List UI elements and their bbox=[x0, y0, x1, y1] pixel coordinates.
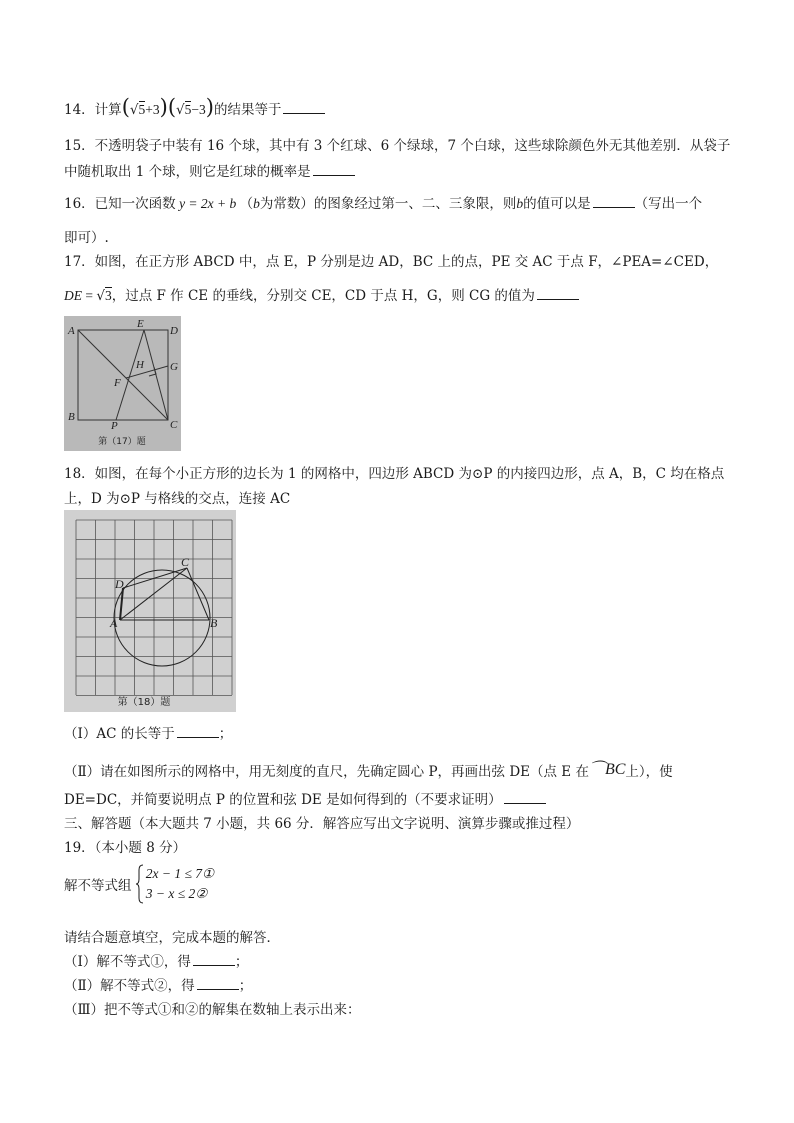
figure-17 bbox=[64, 316, 181, 451]
question-19-prompt: 请结合题意填空，完成本题的解答． bbox=[64, 930, 280, 946]
label-b-18: B bbox=[210, 616, 218, 630]
inequality-1: 2x − 1 ≤ 7① bbox=[145, 866, 215, 881]
question-18-part-2-line-1: （Ⅱ）请在如图所示的网格中，用无刻度的直尺，先确定圆心 P，再画出弦 DE（点 E 在⌒BC上），使 bbox=[64, 761, 673, 780]
question-19-title: 19．（本小题 8 分） bbox=[64, 840, 187, 856]
question-16-line-2: 即可）. bbox=[64, 230, 109, 246]
answer-blank-18-2[interactable] bbox=[504, 791, 546, 804]
label-a: A bbox=[68, 325, 75, 337]
label-h: H bbox=[136, 359, 144, 371]
expr-17: DE bbox=[64, 288, 82, 303]
answer-blank-19-1[interactable] bbox=[193, 953, 235, 966]
answer-blank-17[interactable] bbox=[537, 287, 579, 300]
inequality-2: 3 − x ≤ 2② bbox=[145, 886, 208, 901]
question-19-step-3: （Ⅲ）把不等式①和②的解集在数轴上表示出来： bbox=[64, 1002, 361, 1018]
question-15-line-2: 中随机取出 1 个球，则它是红球的概率是 bbox=[64, 160, 355, 180]
inequality-system bbox=[136, 864, 214, 904]
brace-icon bbox=[136, 864, 144, 904]
label-d-18: D bbox=[115, 577, 124, 591]
section-3-heading: 三、解答题（本大题共 7 小题，共 66 分．解答应写出文字说明、演算步骤或推过程） bbox=[64, 816, 580, 832]
label-f: F bbox=[114, 377, 121, 389]
answer-blank-19-2[interactable] bbox=[197, 977, 239, 990]
expr-14: (√5+3)(√5−3) bbox=[121, 95, 214, 119]
answer-blank-14[interactable] bbox=[283, 101, 325, 114]
label-d: D bbox=[170, 325, 178, 337]
label-a-18: A bbox=[110, 616, 118, 630]
answer-blank-15[interactable] bbox=[313, 163, 355, 176]
answer-blank-16[interactable] bbox=[593, 195, 635, 208]
question-18-part-2-line-2: DE=DC，并简要说明点 P 的位置和弦 DE 是如何得到的（不要求证明） bbox=[64, 788, 546, 808]
expr-16: y = 2x + b bbox=[175, 196, 240, 211]
question-18-part-1: （Ⅰ）AC 的长等于 ； bbox=[64, 726, 233, 742]
arc-bc-symbol: ⌒BC bbox=[588, 761, 626, 778]
figure-18 bbox=[64, 510, 236, 712]
question-19-system: 解不等式组 2x − 1 ≤ 7① 3 − x ≤ 2② bbox=[64, 864, 214, 904]
label-g: G bbox=[170, 361, 178, 373]
question-19-step-1: （Ⅰ）解不等式①，得 ； bbox=[64, 954, 249, 970]
figure-17-caption: 第（17）题 bbox=[98, 437, 146, 447]
question-14: 14．计算(√5+3)(√5−3)的结果等于 bbox=[64, 98, 325, 118]
label-p: P bbox=[111, 420, 118, 432]
question-18-line-2: 上，D 为⊙P 与格线的交点，连接 AC bbox=[64, 491, 291, 507]
question-15-line-1: 15．不透明袋子中装有 16 个球，其中有 3 个红球、6 个绿球，7 个白球，这些球除颜色外无其他差别．从袋子 bbox=[64, 138, 731, 154]
label-c: C bbox=[170, 419, 178, 431]
question-19-step-2: （Ⅱ）解不等式②，得 ； bbox=[64, 978, 253, 994]
answer-blank-18-1[interactable] bbox=[177, 725, 219, 738]
label-b: B bbox=[68, 411, 75, 423]
question-17-line-2: DE = √3，过点 F 作 CE 的垂线，分别交 CE，CD 于点 H，G，则 CG 的值为 bbox=[64, 284, 579, 304]
figure-18-caption: 第（18）题 bbox=[117, 697, 171, 708]
question-17-line-1: 17．如图，在正方形 ABCD 中，点 E，P 分别是边 AD，BC 上的点，PE 交 AC 于点 F，∠PEA=∠CED， bbox=[64, 254, 719, 270]
label-c-18: C bbox=[181, 555, 190, 569]
question-18-line-1: 18．如图，在每个小正方形的边长为 1 的网格中，四边形 ABCD 为⊙P 的内接四边形，点 A，B，C 均在格点 bbox=[64, 466, 725, 482]
figure-17-background bbox=[64, 316, 181, 451]
question-16-line-1: 16．已知一次函数 y = 2x + b （b为常数）的图象经过第一、二、三象限，则b的值可以是 （写出一个 bbox=[64, 196, 703, 212]
figure-18-background bbox=[64, 510, 236, 712]
label-e: E bbox=[137, 318, 144, 330]
